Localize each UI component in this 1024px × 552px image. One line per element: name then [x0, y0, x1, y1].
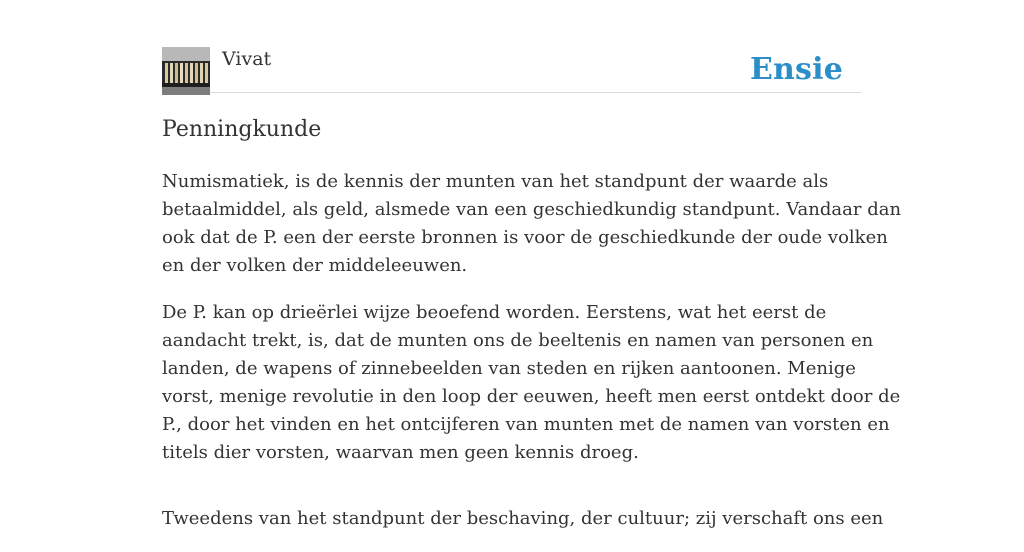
paragraph-3-line: Tweedens van het standpunt der beschaving, der cultuur; zij verschaft ons een: [162, 508, 884, 529]
avatar-image-icon: [162, 47, 210, 95]
paragraph-2: [162, 299, 901, 467]
article-body: [162, 168, 902, 552]
paragraph-1-line: betaalmiddel, als geld, alsmede van een geschiedkundig standpunt. Vandaar dan: [162, 199, 902, 220]
paragraph-1-line: Numismatiek, is de kennis der munten van het standpunt der waarde als: [162, 171, 829, 192]
blog-name-link[interactable]: Vivat: [222, 48, 272, 70]
paragraph-3: [162, 505, 884, 533]
paragraph-spacer: [162, 486, 862, 505]
paragraph-1: [162, 168, 902, 280]
brand-logo-link[interactable]: Ensie: [749, 52, 843, 87]
paragraph-1-line: ook dat de P. een der eerste bronnen is voor de geschiedkunde der oude volken: [162, 227, 888, 248]
page: [162, 0, 902, 529]
paragraph-2-line: vorst, menige revolutie in den loop der eeuwen, heeft men eerst ontdekt door de: [162, 386, 901, 407]
page-title: Penningkunde: [162, 117, 322, 142]
blog-header: [162, 46, 862, 93]
paragraph-2-line: P., door het vinden en het ontcijferen van munten met de namen van vorsten en: [162, 414, 890, 435]
paragraph-1-line: en der volken der middeleeuwen.: [162, 255, 468, 276]
paragraph-2-line: De P. kan op drieërlei wijze beoefend worden. Eerstens, wat het eerst de: [162, 302, 827, 323]
paragraph-2-line: aandacht trekt, is, dat de munten ons de beeltenis en namen van personen en: [162, 330, 874, 351]
paragraph-2-line: titels dier vorsten, waarvan men geen kennis droeg.: [162, 442, 639, 463]
paragraph-2-line: landen, de wapens of zinnebeelden van steden en rijken aantoonen. Menige: [162, 358, 856, 379]
avatar[interactable]: [162, 47, 210, 95]
